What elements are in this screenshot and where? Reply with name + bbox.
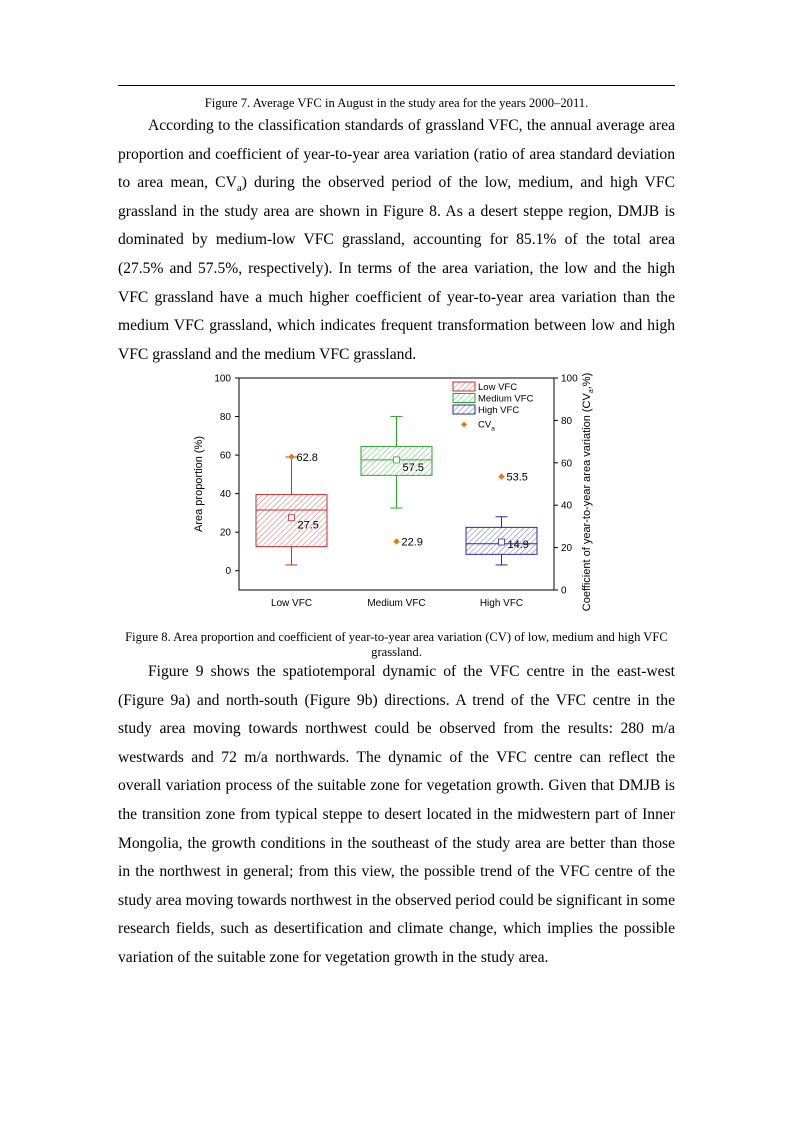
right-y-tick-label: 60 — [561, 458, 573, 470]
box-mean-label: 57.5 — [402, 461, 424, 474]
left-y-tick-label: 0 — [225, 566, 231, 578]
left-y-tick-label: 80 — [219, 412, 231, 424]
box-mean-marker — [499, 539, 505, 545]
box-mean-label: 14.9 — [507, 539, 529, 552]
legend-swatch — [453, 394, 475, 403]
legend-cv-label: $CV_a$ — [478, 419, 495, 433]
y2-axis-label: Coefficient of year-to-year area variation $(CV_a,\%)$ — [581, 372, 595, 612]
cv-point — [498, 473, 504, 479]
cv-point-label: 22.9 — [401, 536, 423, 549]
legend-label: Medium VFC — [478, 393, 534, 405]
y-axis-label: Area proportion (%) — [193, 436, 205, 532]
right-y-tick-label: 80 — [561, 415, 573, 427]
paragraph-2: Figure 9 shows the spatiotemporal dynamic of the VFC centre in the east-west (Figure 9a) and north-south (Figure 9b) directions. A trend of the VFC centre in the study area moving towards northwest could be observed from the results: 280 m/a westwards and 72 m/a northwards. The dynamic of the VFC centre can reflect the overall variation process of the suitable zone for vegetation growth. Given that DMJB is the transition zone from typical steppe to desert located in the midwestern part of Inner Mongolia, the growth conditions in the southeast of the study area are better than those in the northwest in general; from this view, the possible trend of the VFC centre of the study area moving towards northwest in the observed period could be significant in some research fields, such as desertification and climate change, which implies the possible variation of the suitable zone for vegetation growth in the study area. — [118, 663, 675, 966]
box-mean-label: 27.5 — [297, 519, 319, 532]
figure-7-caption: Figure 7. Average VFC in August in the study area for the years 2000–2011. — [204, 96, 589, 110]
right-y-tick-label: 20 — [561, 543, 573, 555]
cv-point — [288, 454, 294, 460]
right-y-tick-label: 0 — [561, 585, 567, 597]
x-tick-label: Low VFC — [270, 598, 313, 609]
x-tick-label: Medium VFC — [367, 598, 426, 609]
box-mean-marker — [394, 457, 400, 463]
legend-swatch — [453, 405, 475, 414]
cv-point-label: 53.5 — [506, 471, 528, 484]
cv-point — [393, 538, 399, 544]
left-y-tick-label: 60 — [219, 450, 231, 462]
legend-label: Low VFC — [478, 382, 518, 393]
right-y-tick-label: 100 — [561, 373, 578, 385]
legend-cv-marker — [461, 422, 467, 428]
left-y-tick-label: 40 — [219, 489, 231, 501]
legend-swatch — [453, 382, 475, 391]
left-y-tick-label: 20 — [219, 527, 231, 539]
header-rule — [118, 85, 675, 86]
cv-point-label: 62.8 — [296, 451, 318, 464]
box-plot-chart — [180, 362, 620, 624]
box-mean-marker — [289, 515, 295, 521]
right-y-tick-label: 40 — [561, 500, 573, 512]
figure-8-caption: Figure 8. Area proportion and coefficient of year-to-year area variation (CV) of low, medium and high VFC grassland. — [125, 630, 668, 659]
paragraph-1: According to the classification standards of grassland VFC, the annual average area proportion and coefficient of year-to-year area variation (ratio of area standard deviation to area mean, $CV_a$) during the observed period of the low, medium, and high VFC grassland in the study area are shown in Figure 8. As a desert steppe region, DMJB is dominated by medium-low VFC grassland, accounting for 85.1% of the total area (27.5% and 57.5%, respectively). In terms of the area variation, the low and the high VFC grassland have a much higher coefficient of year-to-year area variation than the medium VFC grassland, which indicates frequent transformation between low and high VFC grassland and the medium VFC grassland. — [118, 117, 675, 363]
figure-8 — [180, 362, 620, 624]
legend-label: High VFC — [478, 405, 520, 416]
left-y-tick-label: 100 — [214, 373, 231, 385]
x-tick-label: High VFC — [479, 598, 524, 609]
